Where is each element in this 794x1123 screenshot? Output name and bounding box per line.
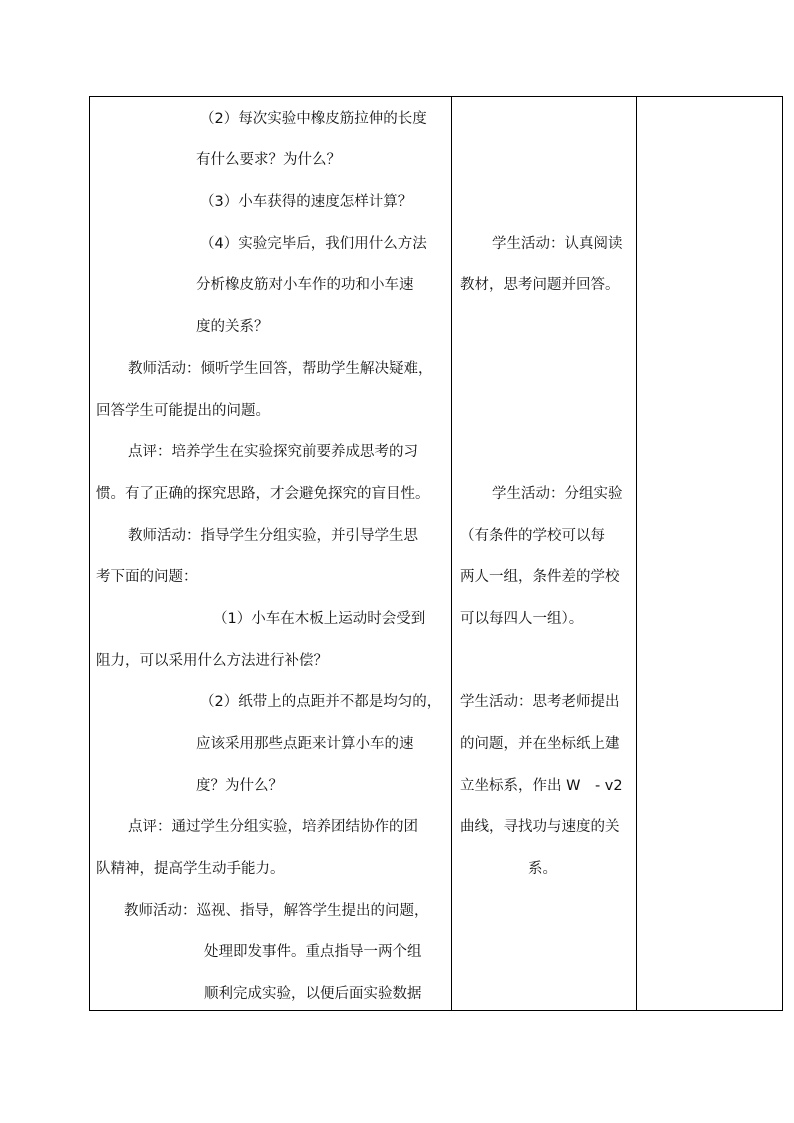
teacher-activity-cont: 回答学生可能提出的问题。 (96, 403, 270, 419)
teacher-activity: 教师活动：巡视、指导，解答学生提出的问题， (124, 903, 429, 919)
question-3: （3）小车获得的速度怎样计算？ (200, 194, 413, 210)
comment-cont: 惯。有了正确的探究思路，才会避免探究的盲目性。 (96, 486, 430, 502)
student-activity-cont: 系。 (528, 861, 557, 877)
question-4-cont: 度的关系？ (196, 319, 269, 335)
student-activity: 学生活动：分组实验 (492, 486, 623, 502)
comment: 点评：通过学生分组实验，培养团结协作的团 (128, 819, 418, 835)
question-2-cont: 有什么要求？为什么？ (196, 152, 341, 168)
question-2: （2）纸带上的点距并不都是均匀的， (200, 694, 442, 710)
lesson-table (89, 96, 783, 1011)
teacher-activity-cont: 顺利完成实验，以便后面实验数据 (204, 986, 422, 1002)
question-2: （2）每次实验中橡皮筋拉伸的长度 (200, 111, 427, 127)
student-activity-cont: 立坐标系，作出 W - v2 (460, 778, 623, 794)
question-1-cont: 阻力，可以采用什么方法进行补偿？ (96, 653, 328, 669)
student-activity-cont: 的问题，并在坐标纸上建 (460, 736, 620, 752)
question-4: （4）实验完毕后，我们用什么方法 (200, 236, 427, 252)
comment-cont: 队精神，提高学生动手能力。 (96, 861, 285, 877)
student-activity-cont: 两人一组，条件差的学校 (460, 569, 620, 585)
student-activity-cont: 教材，思考问题并回答。 (460, 277, 620, 293)
remarks-column (637, 97, 782, 1010)
question-4-cont: 分析橡皮筋对小车作的功和小车速 (196, 277, 414, 293)
student-activity-cont: （有条件的学校可以每 (460, 528, 605, 544)
teacher-activity-cont: 处理即发事件。重点指导一两个组 (204, 944, 422, 960)
student-activity: 学生活动：思考老师提出 (460, 694, 620, 710)
comment: 点评：培养学生在实验探究前要养成思考的习 (128, 444, 418, 460)
student-activity: 学生活动：认真阅读 (492, 236, 623, 252)
question-1: （1）小车在木板上运动时会受到 (213, 611, 426, 627)
teacher-activity-cont: 考下面的问题： (96, 569, 198, 585)
student-activity-cont: 曲线，寻找功与速度的关 (460, 819, 620, 835)
question-2-cont: 度？为什么？ (196, 778, 283, 794)
student-activity-cont: 可以每四人一组）。 (460, 611, 584, 627)
column-divider (451, 97, 452, 1010)
teacher-activity: 教师活动：指导学生分组实验，并引导学生思 (128, 528, 418, 544)
question-2-cont: 应该采用那些点距来计算小车的速 (196, 736, 414, 752)
teacher-activity: 教师活动：倾听学生回答，帮助学生解决疑难， (128, 361, 433, 377)
